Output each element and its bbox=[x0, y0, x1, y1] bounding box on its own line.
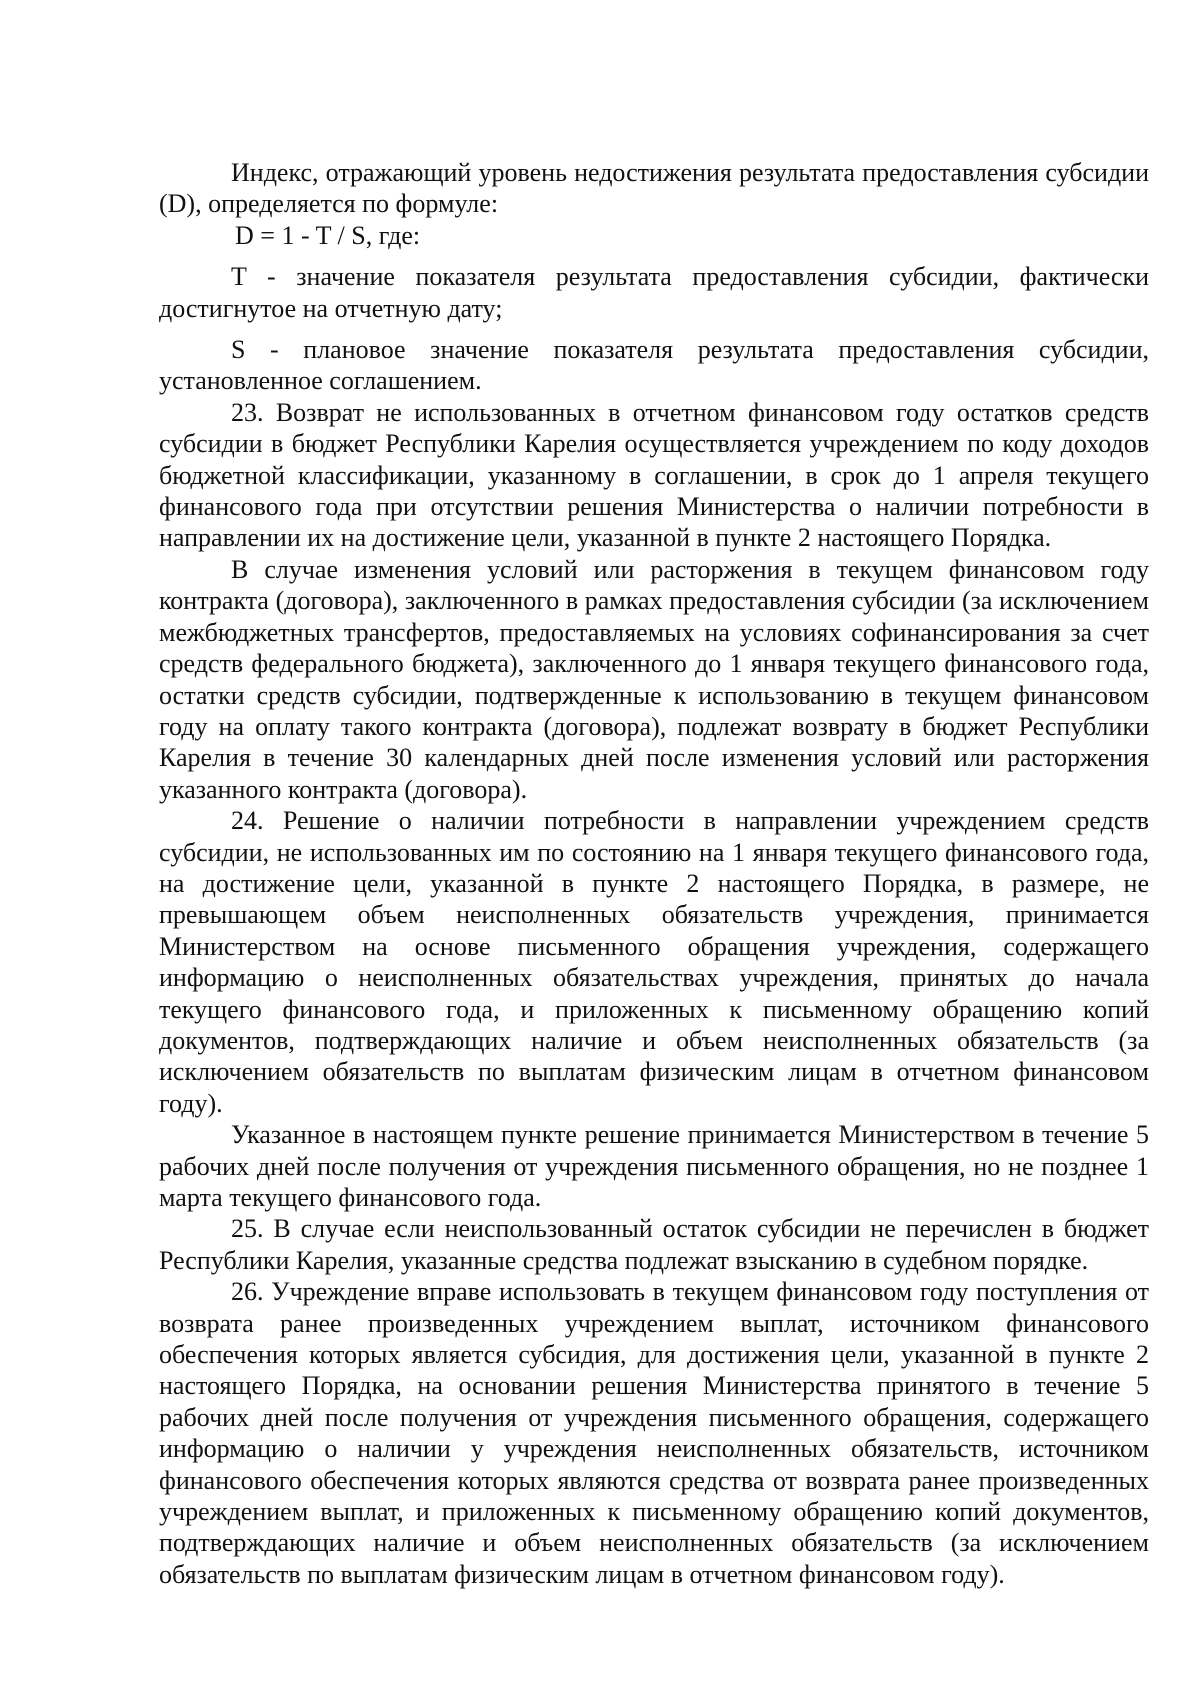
paragraph-item-24: 24. Решение о наличии потребности в направлении учреждением средств субсидии, не использованных им по состоянию на 1 января текущего финансового года, на достижение цели, указанной в пункте 2 настоящего Порядка, в размере, не превышающем объем неисполненных обязательств учреждения, принимается Министерством на основе письменного обращения учреждения, содержащего информацию о неисполненных обязательствах учреждения, принятых до начала текущего финансового года, и приложенных к письменному обращению копий документов, подтверждающих наличие и объем неисполненных обязательств (за исключением обязательств по выплатам физическим лицам в отчетном финансовом году). bbox=[159, 806, 1149, 1118]
paragraph-decision-deadline: Указанное в настоящем пункте решение принимается Министерством в течение 5 рабочих дней после получения от учреждения письменного обращения, но не позднее 1 марта текущего финансового года. bbox=[159, 1120, 1149, 1212]
paragraph-s-definition: S - плановое значение показателя результата предоставления субсидии, установленное соглашением. bbox=[159, 335, 1149, 396]
paragraph-item-23: 23. Возврат не использованных в отчетном финансовом году остатков средств субсидии в бюджет Республики Карелия осуществляется учреждением по коду доходов бюджетной классификации, указанному в соглашении, в срок до 1 апреля текущего финансового года при отсутствии решения Министерства о наличии потребности в направлении их на достижение цели, указанной в пункте 2 настоящего Порядка. bbox=[159, 397, 1149, 553]
paragraph-item-26: 26. Учреждение вправе использовать в текущем финансовом году поступления от возврата ранее произведенных учреждением выплат, источником финансового обеспечения которых является субсидия, для достижения цели, указанной в пункте 2 настоящего Порядка, на основании решения Министерства принятого в течение 5 рабочих дней после получения от учреждения письменного обращения, содержащего информацию о наличии у учреждения неисполненных обязательств, источником финансового обеспечения которых являются средства от возврата ранее произведенных учреждением выплат, и приложенных к письменному обращению копий документов, подтверждающих наличие и объем неисполненных обязательств (за исключением обязательств по выплатам физическим лицам в отчетном финансовом году). bbox=[159, 1277, 1149, 1589]
paragraph-index-definition: Индекс, отражающий уровень недостижения результата предоставления субсидии (D), определяется по формуле: bbox=[159, 158, 1149, 219]
formula-line: D = 1 - T / S, где: bbox=[235, 220, 421, 250]
paragraph-contract-change: В случае изменения условий или расторжения в текущем финансовом году контракта (договора), заключенного в рамках предоставления субсидии (за исключением межбюджетных трансфертов, предоставляемых на условиях софинансирования за счет средств федерального бюджета), заключенного до 1 января текущего финансового года, остатки средств субсидии, подтвержденные к использованию в текущем финансовом году на оплату такого контракта (договора), подлежат возврату в бюджет Республики Карелия в течение 30 календарных дней после изменения условий или расторжения указанного контракта (договора). bbox=[159, 554, 1149, 804]
document-body bbox=[159, 157, 1149, 1590]
paragraph-t-definition: T - значение показателя результата предоставления субсидии, фактически достигнутое на отчетную дату; bbox=[159, 262, 1149, 323]
paragraph-item-25: 25. В случае если неиспользованный остаток субсидии не перечислен в бюджет Республики Карелия, указанные средства подлежат взысканию в судебном порядке. bbox=[159, 1214, 1149, 1275]
